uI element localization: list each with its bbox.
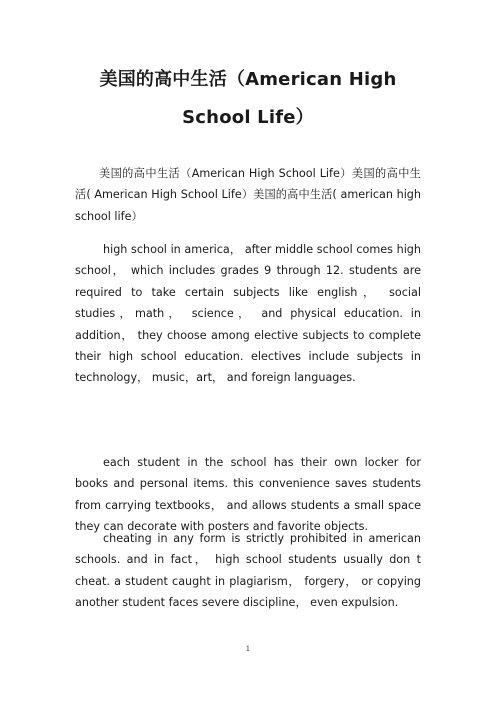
document-title-line-1: 美国的高中生活（American High [99, 69, 397, 90]
document-title-line-2: School Life） [182, 107, 314, 128]
paragraph-cheating: cheating in any form is strictly prohibited in american schools. and in fact， high school students usually don t cheat. a student caught in plagiarism， forgery， or copying another student faces severe discipline， even expulsion. [75, 532, 421, 610]
page-number: 1 [245, 645, 251, 653]
paragraph-intro: 美国的高中生活（American High School Life）美国的高中生活( American High School Life）美国的高中生活( american high school life） [75, 167, 421, 223]
paragraph-lockers: each student in the school has their own locker for books and personal items. this convenience saves students from carrying textbooks， and allows students a small space they can decorate with posters and favorite objects. [75, 456, 421, 534]
paragraph-subjects: high school in america， after middle school comes high school， which includes grades 9 through 12. students are required to take certain subjects like english， social studies，math， science， and physical education. in addition， they choose among elective subjects to complete their high school education. electives include subjects in technology， music，art， and foreign languages. [75, 243, 421, 385]
